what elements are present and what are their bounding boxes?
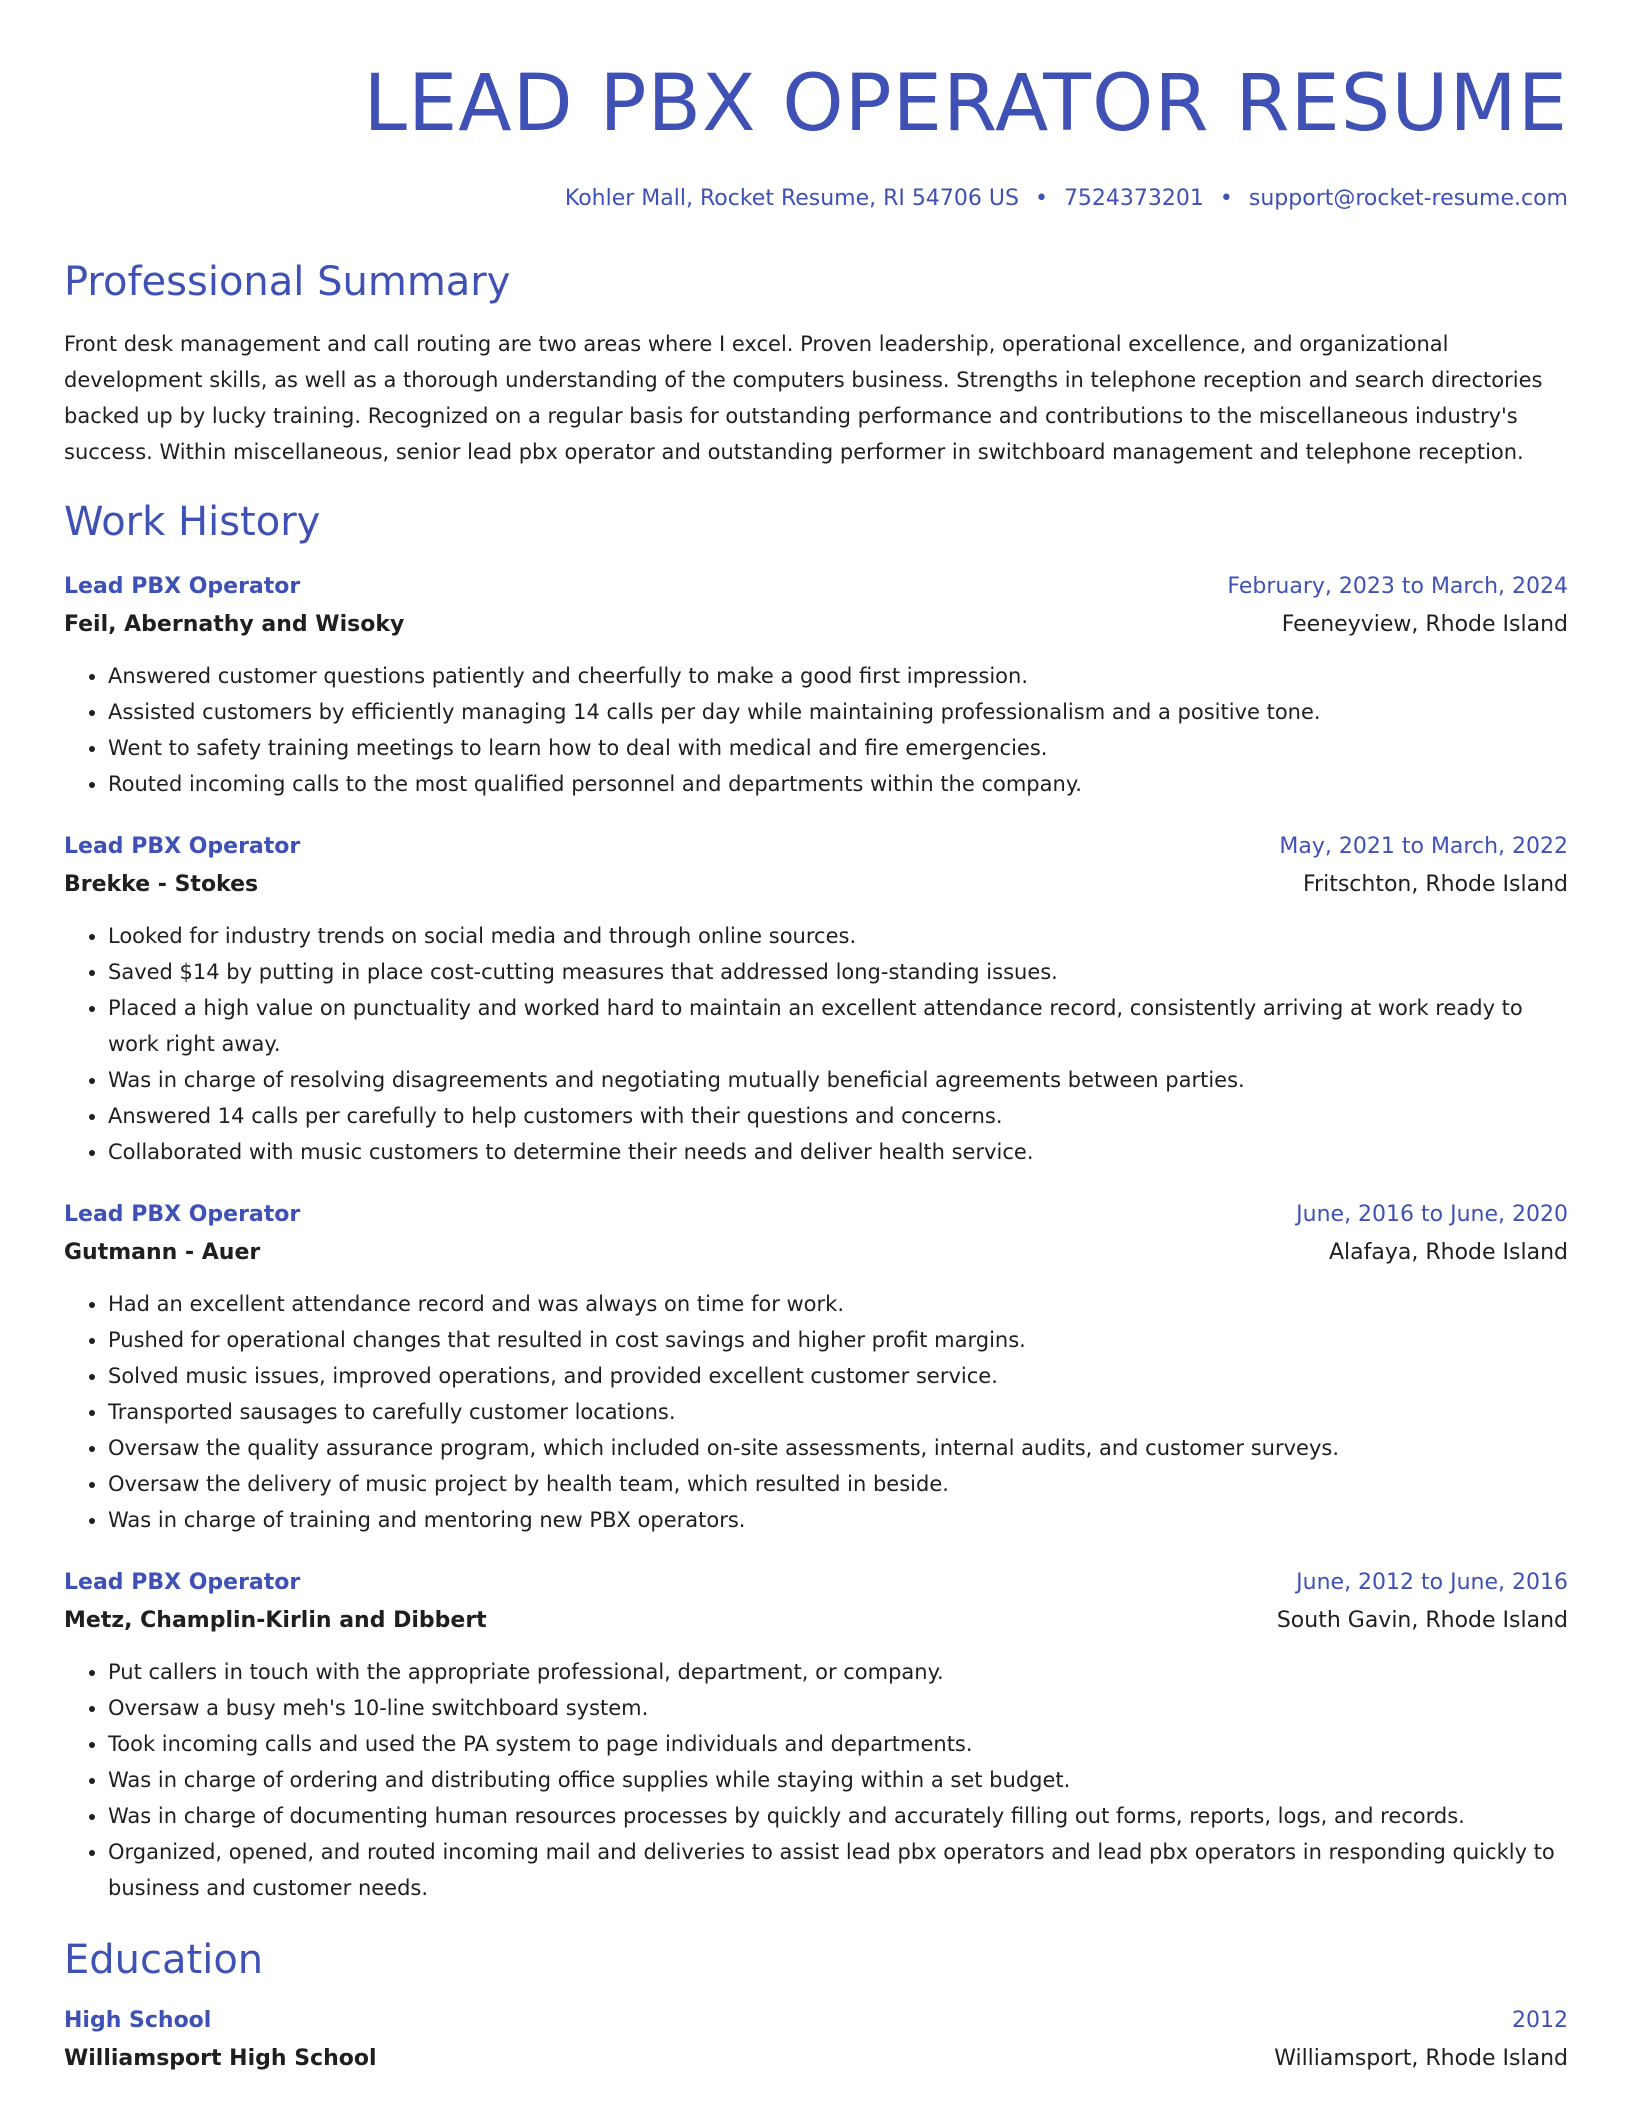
duty-item: • Saved $14 by putting in place cost-cutting measures that addressed long-standing issues.: [108, 954, 1568, 990]
duty-item: • Placed a high value on punctuality and worked hard to maintain an excellent attendance record, consistently arriving at work ready to work right away.: [108, 990, 1568, 1062]
contact-address: Kohler Mall, Rocket Resume, RI 54706 US: [564, 186, 1019, 211]
education-entry: [64, 2002, 1568, 2078]
education-school: Williamsport High School: [64, 2046, 377, 2071]
duty-item: • Routed incoming calls to the most qualified personnel and departments within the company.: [108, 766, 1568, 802]
duty-item: • Was in charge of training and mentoring new PBX operators.: [108, 1502, 1568, 1538]
duty-item: • Went to safety training meetings to learn how to deal with medical and fire emergencies.: [108, 730, 1568, 766]
job-role: Lead PBX Operator: [64, 574, 301, 599]
contact-email: support@rocket-resume.com: [1248, 186, 1568, 211]
duty-item: • Oversaw the delivery of music project by health team, which resulted in beside.: [108, 1466, 1568, 1502]
education-year: 2012: [1512, 2008, 1568, 2033]
contact-separator: •: [1034, 186, 1048, 211]
duty-item: • Was in charge of resolving disagreements and negotiating mutually beneficial agreements between parties.: [108, 1062, 1568, 1098]
duty-item: • Transported sausages to carefully customer locations.: [108, 1394, 1568, 1430]
job-entry: [64, 828, 1568, 1170]
job-dates: February, 2023 to March, 2024: [1227, 574, 1568, 599]
job-dates: June, 2012 to June, 2016: [1296, 1570, 1568, 1595]
job-role: Lead PBX Operator: [64, 1202, 301, 1227]
duty-item: • Answered 14 calls per carefully to help customers with their questions and concerns.: [108, 1098, 1568, 1134]
job-role: Lead PBX Operator: [64, 834, 301, 859]
job-entry: [64, 568, 1568, 802]
summary-text: Front desk management and call routing are two areas where I excel. Proven leadership, operational excellence, and organizational development skills, as well as a thorough understanding of the computers business. Strengths in telephone reception and search directories backed up by lucky training. Recognized on a regular basis for outstanding performance and contributions to the miscellaneous industry's success. Within miscellaneous, senior lead pbx operator and outstanding performer in switchboard management and telephone reception.: [64, 332, 1543, 464]
duty-item: • Oversaw a busy meh's 10-line switchboard system.: [108, 1690, 1568, 1726]
duty-item: • Collaborated with music customers to determine their needs and deliver health service.: [108, 1134, 1568, 1170]
job-company: Brekke - Stokes: [64, 872, 259, 897]
job-company: Gutmann - Auer: [64, 1240, 261, 1265]
contact-phone: 7524373201: [1063, 186, 1204, 211]
job-duties: [64, 658, 1568, 802]
job-location: Feeneyview, Rhode Island: [1281, 612, 1568, 637]
duty-item: • Took incoming calls and used the PA system to page individuals and departments.: [108, 1726, 1568, 1762]
education-location: Williamsport, Rhode Island: [1274, 2046, 1568, 2071]
section-heading-work-history: Work History: [64, 499, 321, 545]
job-role: Lead PBX Operator: [64, 1570, 301, 1595]
duty-item: • Assisted customers by efficiently managing 14 calls per day while maintaining professionalism and a positive tone.: [108, 694, 1568, 730]
resume-title: LEAD PBX OPERATOR RESUME: [363, 59, 1568, 149]
job-dates: June, 2016 to June, 2020: [1296, 1202, 1568, 1227]
job-duties: [64, 1654, 1568, 1906]
job-duties: [64, 918, 1568, 1170]
job-location: Fritschton, Rhode Island: [1303, 872, 1568, 897]
work-history-list: [64, 568, 1568, 1906]
duty-item: • Had an excellent attendance record and was always on time for work.: [108, 1286, 1568, 1322]
job-location: South Gavin, Rhode Island: [1276, 1608, 1568, 1633]
section-heading-education: Education: [64, 1937, 264, 1983]
section-heading-summary: Professional Summary: [64, 259, 511, 305]
job-entry: [64, 1564, 1568, 1906]
duty-item: • Put callers in touch with the appropriate professional, department, or company.: [108, 1654, 1568, 1690]
job-company: Metz, Champlin-Kirlin and Dibbert: [64, 1608, 487, 1633]
job-location: Alafaya, Rhode Island: [1329, 1240, 1568, 1265]
job-company: Feil, Abernathy and Wisoky: [64, 612, 405, 637]
job-entry: [64, 1196, 1568, 1538]
duty-item: • Solved music issues, improved operations, and provided excellent customer service.: [108, 1358, 1568, 1394]
duty-item: • Was in charge of ordering and distributing office supplies while staying within a set budget.: [108, 1762, 1568, 1798]
duty-item: • Organized, opened, and routed incoming mail and deliveries to assist lead pbx operators and lead pbx operators in responding quickly to business and customer needs.: [108, 1834, 1568, 1906]
duty-item: • Oversaw the quality assurance program, which included on-site assessments, internal audits, and customer surveys.: [108, 1430, 1568, 1466]
duty-item: • Was in charge of documenting human resources processes by quickly and accurately filling out forms, reports, logs, and records.: [108, 1798, 1568, 1834]
job-dates: May, 2021 to March, 2022: [1279, 834, 1568, 859]
contact-line: [64, 184, 1568, 214]
duty-item: • Looked for industry trends on social media and through online sources.: [108, 918, 1568, 954]
duty-item: • Pushed for operational changes that resulted in cost savings and higher profit margins.: [108, 1322, 1568, 1358]
education-degree: High School: [64, 2008, 212, 2033]
job-duties: [64, 1286, 1568, 1538]
contact-separator: •: [1219, 186, 1233, 211]
duty-item: • Answered customer questions patiently and cheerfully to make a good first impression.: [108, 658, 1568, 694]
